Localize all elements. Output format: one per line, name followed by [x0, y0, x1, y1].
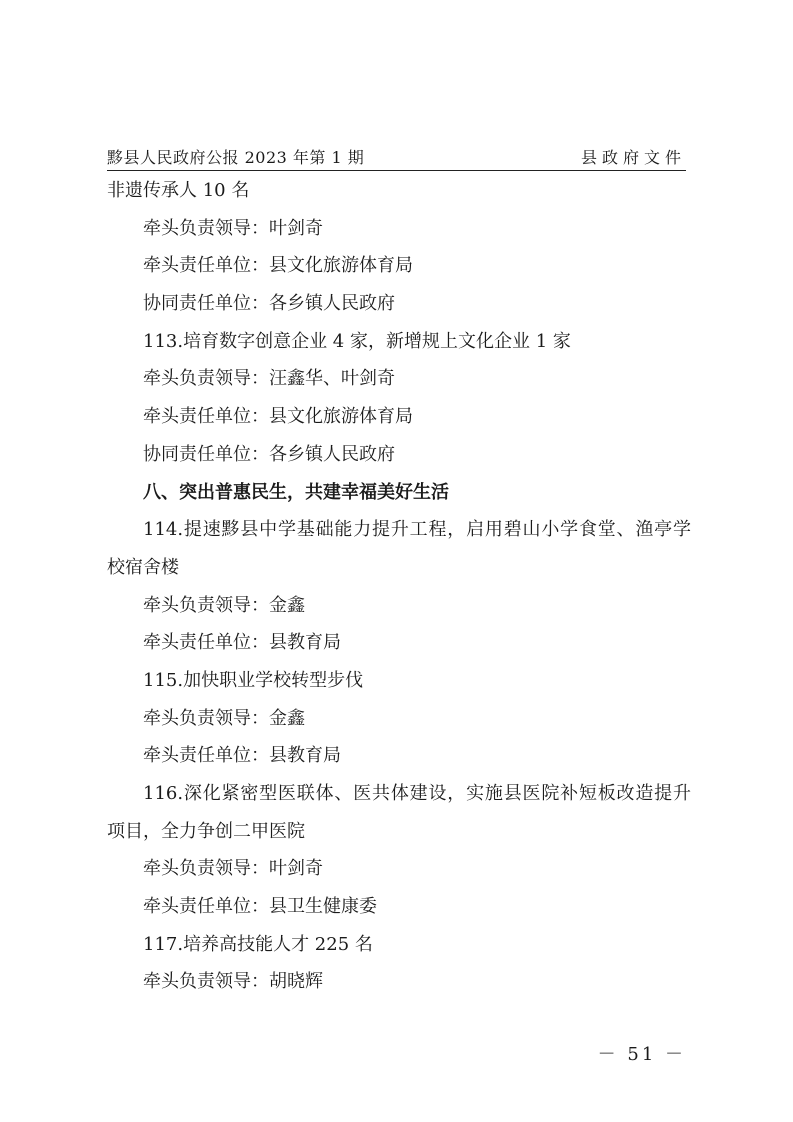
text-line: 牵头负责领导：金鑫: [143, 594, 305, 616]
item-116-continued: 项目，全力争创二甲医院: [107, 820, 305, 842]
document-body: [107, 172, 691, 1001]
header-publication: 黟县人民政府公报 2023 年第 1 期: [107, 148, 365, 167]
text-line: 牵头责任单位：县文化旅游体育局: [143, 255, 413, 277]
text-line: 牵头负责领导：叶剑奇: [143, 217, 323, 239]
header-rule: [107, 170, 686, 171]
item-115: 115.加快职业学校转型步伐: [143, 669, 364, 691]
text-line: 协同责任单位：各乡镇人民政府: [143, 443, 395, 465]
item-116: 116.深化紧密型医联体、医共体建设，实施县医院补短板改造提升: [143, 783, 691, 804]
text-line: 非遗传承人 10 名: [107, 180, 250, 201]
item-117: 117.培养高技能人才 225 名: [143, 933, 373, 955]
text-line: 协同责任单位：各乡镇人民政府: [143, 293, 395, 315]
running-header: [107, 140, 686, 168]
text-line: 牵头负责领导：金鑫: [143, 707, 305, 729]
header-section: 县政府文件: [580, 148, 686, 167]
section-heading: 八、突出普惠民生，共建幸福美好生活: [143, 481, 449, 503]
item-114: 114.提速黟县中学基础能力提升工程，启用碧山小学食堂、渔亭学: [143, 519, 691, 541]
item-113: 113.培育数字创意企业 4 家，新增规上文化企业 1 家: [143, 330, 571, 352]
text-line: 牵头责任单位：县教育局: [143, 632, 341, 654]
text-line: 牵头责任单位：县文化旅游体育局: [143, 406, 413, 428]
text-line: 牵头责任单位：县教育局: [143, 745, 341, 767]
page-number: － 51 －: [597, 1044, 686, 1065]
item-114-continued: 校宿舍楼: [107, 556, 179, 578]
text-line: 牵头责任单位：县卫生健康委: [143, 896, 377, 918]
text-line: 牵头负责领导：叶剑奇: [143, 858, 323, 880]
text-line: 牵头负责领导：汪鑫华、叶剑奇: [143, 368, 395, 390]
text-line: 牵头负责领导：胡晓辉: [143, 971, 323, 993]
